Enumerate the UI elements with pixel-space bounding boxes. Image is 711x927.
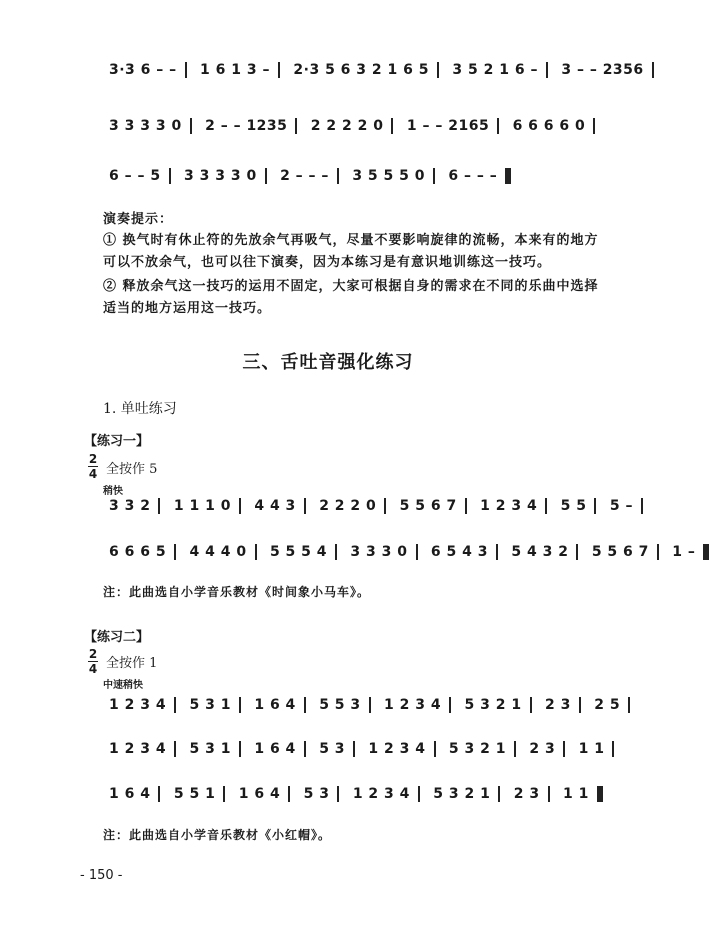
final-barline bbox=[597, 786, 603, 802]
time-numerator: 2 bbox=[88, 452, 98, 466]
page-number: - 150 - bbox=[80, 868, 123, 883]
barline bbox=[304, 498, 306, 514]
barline bbox=[384, 498, 386, 514]
measure: 1 – bbox=[672, 544, 696, 560]
barline bbox=[497, 118, 499, 134]
measure: 5 5 5 4 bbox=[269, 544, 328, 560]
tempo-marking: 稍快 bbox=[103, 486, 123, 497]
measure: 1 2 3 4 bbox=[109, 741, 167, 757]
measure: 2 – – – bbox=[280, 168, 329, 184]
barline bbox=[239, 498, 241, 514]
measure: 1 2 3 4 bbox=[109, 697, 167, 713]
barline bbox=[255, 544, 257, 560]
measure: 4 4 3 bbox=[254, 498, 296, 514]
barline bbox=[174, 741, 176, 757]
barline bbox=[465, 498, 467, 514]
measure: 2 3 bbox=[529, 741, 556, 757]
fingering-text: 全按作 1 bbox=[106, 656, 158, 671]
exercise-2-line-1 bbox=[103, 697, 621, 731]
measure: 5 5 1 bbox=[173, 786, 216, 802]
measure: 5 5 bbox=[560, 498, 587, 514]
exercise-1-line-1 bbox=[103, 498, 633, 532]
fingering-text: 全按作 5 bbox=[106, 462, 158, 477]
score-line-1 bbox=[103, 62, 644, 96]
section-title: 三、舌吐音强化练习 bbox=[242, 352, 414, 373]
measure: 5 3 2 1 bbox=[433, 786, 491, 802]
barline bbox=[545, 498, 547, 514]
barline bbox=[295, 118, 297, 134]
barline bbox=[190, 118, 192, 134]
barline bbox=[514, 741, 516, 757]
measure: 1 2 3 4 bbox=[352, 786, 410, 802]
time-signature bbox=[88, 648, 98, 675]
measure: 2 2 2 0 bbox=[319, 498, 377, 514]
measure: 3 3 2 bbox=[109, 498, 151, 514]
barline bbox=[369, 697, 371, 713]
measure: 3 – – 2356 bbox=[561, 62, 644, 78]
exercise-2-line-3 bbox=[103, 786, 603, 820]
measure: 1 1 1 0 bbox=[173, 498, 231, 514]
measure: 5 3 2 1 bbox=[464, 697, 522, 713]
measure: 6 5 4 3 bbox=[430, 544, 488, 560]
measure: 5 3 2 1 bbox=[448, 741, 506, 757]
barline bbox=[641, 498, 643, 514]
barline bbox=[391, 118, 393, 134]
tips-paragraph-2: ② 释放余气这一技巧的运用不固定，大家可根据自身的需求在不同的乐曲中选择适当的地方运用这一技巧。 bbox=[103, 279, 599, 316]
barline bbox=[594, 498, 596, 514]
barline bbox=[563, 741, 565, 757]
barline bbox=[498, 786, 500, 802]
measure: 2 – – 1235 bbox=[205, 118, 288, 134]
measure: 5 3 bbox=[303, 786, 330, 802]
measure: 4 4 4 0 bbox=[189, 544, 247, 560]
exercise-1-note: 注：此曲选自小学音乐教材《时间象小马车》。 bbox=[103, 585, 371, 599]
measure: 6 – – – bbox=[448, 168, 498, 184]
barline bbox=[496, 544, 498, 560]
barline bbox=[628, 697, 630, 713]
barline bbox=[418, 786, 420, 802]
measure: 3 3 3 3 0 bbox=[183, 168, 257, 184]
barline bbox=[546, 62, 548, 78]
measure: 5 3 1 bbox=[189, 697, 231, 713]
barline bbox=[337, 168, 339, 184]
measure: 5 – bbox=[609, 498, 633, 514]
barline bbox=[548, 786, 550, 802]
score-line-2 bbox=[103, 118, 603, 152]
measure: 5 5 3 bbox=[319, 697, 361, 713]
barline bbox=[304, 697, 306, 713]
measure: 2 2 2 2 0 bbox=[310, 118, 384, 134]
barline bbox=[434, 741, 436, 757]
barline bbox=[576, 544, 578, 560]
exercise-2-note: 注：此曲选自小学音乐教材《小红帽》。 bbox=[103, 828, 332, 842]
time-denominator: 4 bbox=[88, 662, 98, 676]
barline bbox=[174, 697, 176, 713]
measure: 1 6 4 bbox=[238, 786, 281, 802]
measure: 5 3 bbox=[319, 741, 346, 757]
barline bbox=[337, 786, 339, 802]
tips-title: 演奏提示： bbox=[103, 212, 174, 227]
barline bbox=[304, 741, 306, 757]
barline bbox=[169, 168, 171, 184]
barline bbox=[239, 741, 241, 757]
final-barline bbox=[703, 544, 709, 560]
final-barline bbox=[505, 168, 511, 184]
barline bbox=[652, 62, 654, 78]
barline bbox=[174, 544, 176, 560]
measure: 2·3 5 6 3 2 1 6 5 bbox=[293, 62, 429, 78]
measure: 6 6 6 5 bbox=[109, 544, 167, 560]
exercise-1-line-2 bbox=[103, 544, 696, 578]
measure: 5 5 6 7 bbox=[399, 498, 457, 514]
measure: 3·3 6 – – bbox=[109, 62, 177, 78]
score-line-3 bbox=[103, 168, 603, 202]
barline bbox=[437, 62, 439, 78]
barline bbox=[579, 697, 581, 713]
exercise-2-line-2 bbox=[103, 741, 603, 775]
measure: 5 4 3 2 bbox=[511, 544, 569, 560]
measure: 2 3 bbox=[513, 786, 540, 802]
measure: 5 5 6 7 bbox=[591, 544, 649, 560]
measure: 1 1 bbox=[562, 786, 589, 802]
barline bbox=[612, 741, 614, 757]
barline bbox=[288, 786, 290, 802]
barline bbox=[433, 168, 435, 184]
barline bbox=[593, 118, 595, 134]
measure: 1 1 bbox=[578, 741, 605, 757]
barline bbox=[353, 741, 355, 757]
time-numerator: 2 bbox=[88, 647, 98, 661]
barline bbox=[158, 498, 160, 514]
measure: 1 6 4 bbox=[109, 786, 151, 802]
barline bbox=[657, 544, 659, 560]
measure: 3 5 5 5 0 bbox=[352, 168, 426, 184]
barline bbox=[185, 62, 187, 78]
time-denominator: 4 bbox=[88, 467, 98, 481]
measure: 2 3 bbox=[544, 697, 571, 713]
barline bbox=[530, 697, 532, 713]
measure: 2 5 bbox=[594, 697, 621, 713]
barline bbox=[278, 62, 280, 78]
barline bbox=[223, 786, 225, 802]
barline bbox=[158, 786, 160, 802]
barline bbox=[335, 544, 337, 560]
tips-paragraph-1: ① 换气时有休止符的先放余气再吸气，尽量不要影响旋律的流畅，本来有的地方可以不放余气，也可以往下演奏，因为本练习是有意识地训练这一技巧。 bbox=[103, 233, 599, 270]
measure: 6 – – 5 bbox=[109, 168, 161, 184]
exercise-2-label: 【练习二】 bbox=[84, 630, 150, 645]
time-signature bbox=[88, 453, 98, 480]
exercise-1-label: 【练习一】 bbox=[84, 434, 150, 449]
measure: 1 6 1 3 – bbox=[200, 62, 271, 78]
measure: 1 2 3 4 bbox=[480, 498, 538, 514]
measure: 6 6 6 6 0 bbox=[512, 118, 586, 134]
measure: 1 6 4 bbox=[254, 697, 296, 713]
barline bbox=[449, 697, 451, 713]
barline bbox=[239, 697, 241, 713]
measure: 3 3 3 0 bbox=[350, 544, 408, 560]
measure: 1 2 3 4 bbox=[384, 697, 442, 713]
tempo-marking: 中速稍快 bbox=[103, 680, 143, 691]
measure: 1 2 3 4 bbox=[368, 741, 426, 757]
measure: 1 – – 2165 bbox=[406, 118, 490, 134]
measure: 3 3 3 3 0 bbox=[109, 118, 182, 134]
measure: 5 3 1 bbox=[189, 741, 231, 757]
barline bbox=[265, 168, 267, 184]
barline bbox=[416, 544, 418, 560]
measure: 3 5 2 1 6 – bbox=[452, 62, 538, 78]
subsection-title: 1. 单吐练习 bbox=[103, 401, 177, 417]
measure: 1 6 4 bbox=[254, 741, 296, 757]
